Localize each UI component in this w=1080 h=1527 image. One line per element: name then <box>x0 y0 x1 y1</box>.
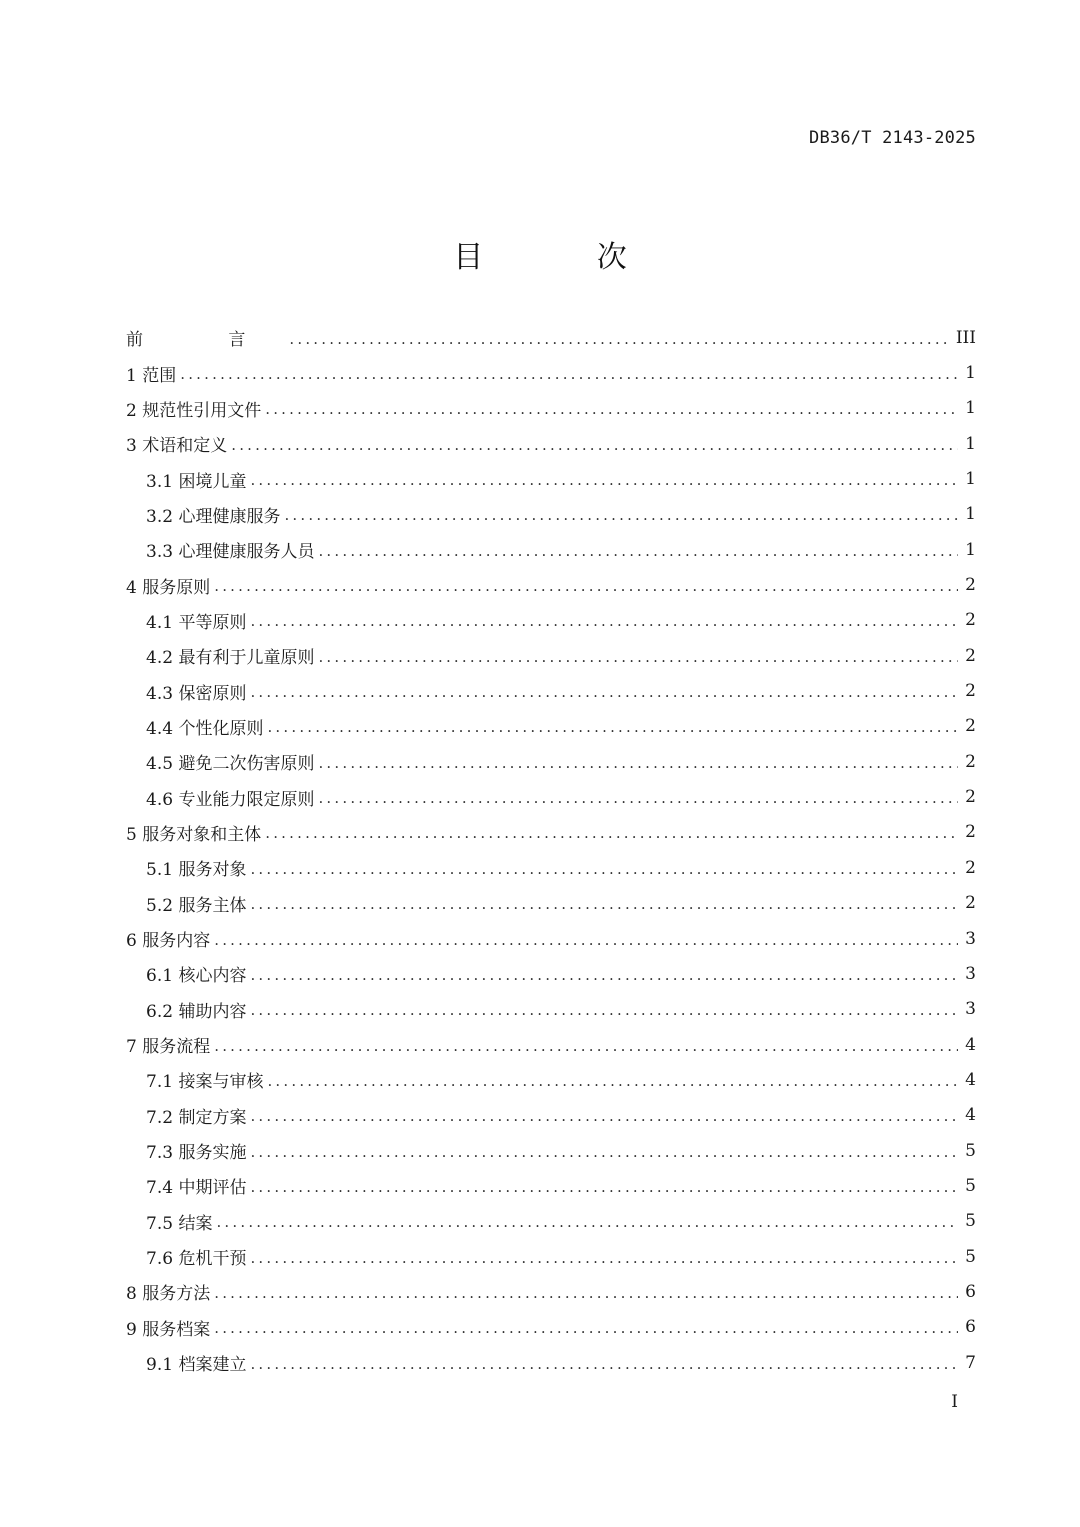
toc-leader-dots <box>250 1178 958 1196</box>
toc-entry-page: 3 <box>965 999 976 1020</box>
toc-entry[interactable] <box>126 850 976 885</box>
toc-leader-dots <box>318 542 958 560</box>
toc-leader-dots <box>250 1107 958 1125</box>
toc-entry-label: 1 范围 <box>126 365 177 386</box>
toc-leader-dots <box>267 1072 958 1090</box>
toc-leader-dots <box>250 895 958 913</box>
toc-leader-dots <box>250 471 958 489</box>
toc-entry-page: 2 <box>965 716 976 737</box>
toc-entry-label: 7.6 危机干预 <box>146 1249 247 1270</box>
toc-entry[interactable] <box>126 1098 976 1133</box>
toc-entry[interactable] <box>126 567 976 602</box>
toc-entry-label: 4.1 平等原则 <box>146 612 247 633</box>
toc-entry-page: 6 <box>965 1281 976 1302</box>
page-number: I <box>951 1392 958 1412</box>
toc-leader-dots <box>284 506 958 524</box>
toc-entry-label: 4 服务原则 <box>126 577 211 598</box>
toc-leader-dots <box>250 1001 958 1019</box>
toc-entry[interactable] <box>126 1310 976 1345</box>
toc-entry-page: 1 <box>965 433 976 454</box>
toc-entry[interactable] <box>126 391 976 426</box>
toc-entry-page: 5 <box>965 1211 976 1232</box>
toc-entry-page: 2 <box>965 822 976 843</box>
toc-entry-label: 5.2 服务主体 <box>146 895 247 916</box>
toc-entry[interactable] <box>126 779 976 814</box>
toc-leader-dots <box>214 1284 958 1302</box>
toc-leader-dots <box>250 612 958 630</box>
toc-entry-label: 3.2 心理健康服务 <box>146 506 281 527</box>
toc-entry-page: 2 <box>965 575 976 596</box>
toc-entry[interactable] <box>126 320 976 355</box>
toc-leader-dots <box>214 1037 958 1055</box>
toc-entry[interactable] <box>126 956 976 991</box>
toc-entry-page: 2 <box>965 787 976 808</box>
toc-entry-label: 9 服务档案 <box>126 1319 211 1340</box>
toc-entry[interactable] <box>126 1345 976 1380</box>
toc-entry-label: 5 服务对象和主体 <box>126 824 262 845</box>
toc-entry-label: 7.1 接案与审核 <box>146 1072 264 1093</box>
toc-entry-label: 5.1 服务对象 <box>146 860 247 881</box>
toc-entry-page: 4 <box>965 1105 976 1126</box>
toc-leader-dots <box>231 436 958 454</box>
toc-entry[interactable] <box>126 744 976 779</box>
toc-leader-dots <box>180 365 958 383</box>
toc-entry[interactable] <box>126 921 976 956</box>
toc-entry-label: 6.1 核心内容 <box>146 966 247 987</box>
toc-leader-dots <box>250 860 958 878</box>
toc-entry-label: 9.1 档案建立 <box>146 1355 247 1376</box>
toc-entry-label: 6.2 辅助内容 <box>146 1001 247 1022</box>
toc-entry-page: 2 <box>965 610 976 631</box>
toc-entry-page: 6 <box>965 1317 976 1338</box>
toc-entry-label: 前 言 <box>126 330 286 351</box>
toc-entry[interactable] <box>126 1274 976 1309</box>
toc-leader-dots <box>318 754 958 772</box>
toc-entry[interactable] <box>126 355 976 390</box>
toc-entry[interactable] <box>126 426 976 461</box>
toc-entry[interactable] <box>126 461 976 496</box>
toc-leader-dots <box>318 789 958 807</box>
toc-entry-page: 2 <box>965 893 976 914</box>
toc-entry-page: 1 <box>965 398 976 419</box>
toc-entry-page: 2 <box>965 681 976 702</box>
toc-entry[interactable] <box>126 673 976 708</box>
toc-entry-page: 3 <box>965 928 976 949</box>
toc-entry-label: 2 规范性引用文件 <box>126 400 262 421</box>
toc-entry-page: 5 <box>965 1246 976 1267</box>
toc-entry-page: 4 <box>965 1069 976 1090</box>
toc-leader-dots <box>267 718 958 736</box>
toc-leader-dots <box>250 1249 958 1267</box>
toc-leader-dots <box>289 330 951 348</box>
toc-leader-dots <box>250 1355 958 1373</box>
table-of-contents <box>126 320 976 1380</box>
document-code: DB36/T 2143-2025 <box>809 128 976 148</box>
toc-entry[interactable] <box>126 1133 976 1168</box>
toc-entry[interactable] <box>126 992 976 1027</box>
toc-entry[interactable] <box>126 638 976 673</box>
toc-entry-page: 1 <box>965 539 976 560</box>
toc-entry[interactable] <box>126 1204 976 1239</box>
toc-entry[interactable] <box>126 815 976 850</box>
toc-entry-page: 2 <box>965 645 976 666</box>
toc-entry-page: III <box>955 327 976 348</box>
toc-entry-label: 7 服务流程 <box>126 1037 211 1058</box>
toc-entry-page: 1 <box>965 363 976 384</box>
toc-entry-label: 3.3 心理健康服务人员 <box>146 542 315 563</box>
toc-entry[interactable] <box>126 709 976 744</box>
toc-leader-dots <box>216 1213 958 1231</box>
toc-leader-dots <box>250 683 958 701</box>
toc-entry[interactable] <box>126 1168 976 1203</box>
toc-entry-page: 4 <box>965 1034 976 1055</box>
toc-leader-dots <box>214 1319 958 1337</box>
toc-entry-label: 4.6 专业能力限定原则 <box>146 789 315 810</box>
toc-leader-dots <box>318 648 958 666</box>
toc-entry-label: 4.4 个性化原则 <box>146 718 264 739</box>
toc-entry-label: 3.1 困境儿童 <box>146 471 247 492</box>
toc-entry-label: 4.5 避免二次伤害原则 <box>146 754 315 775</box>
toc-entry-page: 1 <box>965 469 976 490</box>
toc-leader-dots <box>265 824 958 842</box>
toc-entry-label: 7.2 制定方案 <box>146 1107 247 1128</box>
toc-entry-label: 4.3 保密原则 <box>146 683 247 704</box>
toc-entry-label: 7.5 结案 <box>146 1213 213 1234</box>
toc-entry[interactable] <box>126 603 976 638</box>
toc-entry-label: 7.4 中期评估 <box>146 1178 247 1199</box>
toc-entry-page: 7 <box>965 1352 976 1373</box>
toc-entry-label: 6 服务内容 <box>126 931 211 952</box>
toc-entry-page: 3 <box>965 963 976 984</box>
toc-entry-page: 2 <box>965 751 976 772</box>
toc-entry-label: 3 术语和定义 <box>126 436 228 457</box>
toc-entry-label: 7.3 服务实施 <box>146 1143 247 1164</box>
toc-leader-dots <box>265 400 958 418</box>
toc-entry-page: 1 <box>965 504 976 525</box>
toc-entry[interactable] <box>126 1027 976 1062</box>
page-title: 目 次 <box>453 240 679 275</box>
toc-leader-dots <box>214 577 958 595</box>
toc-entry[interactable] <box>126 886 976 921</box>
toc-leader-dots <box>250 966 958 984</box>
toc-entry-page: 5 <box>965 1175 976 1196</box>
toc-leader-dots <box>250 1143 958 1161</box>
toc-entry-label: 8 服务方法 <box>126 1284 211 1305</box>
toc-entry[interactable] <box>126 1239 976 1274</box>
toc-leader-dots <box>214 931 958 949</box>
toc-entry[interactable] <box>126 532 976 567</box>
toc-entry[interactable] <box>126 1062 976 1097</box>
toc-entry[interactable] <box>126 497 976 532</box>
toc-entry-page: 5 <box>965 1140 976 1161</box>
toc-entry-label: 4.2 最有利于儿童原则 <box>146 648 315 669</box>
toc-entry-page: 2 <box>965 857 976 878</box>
